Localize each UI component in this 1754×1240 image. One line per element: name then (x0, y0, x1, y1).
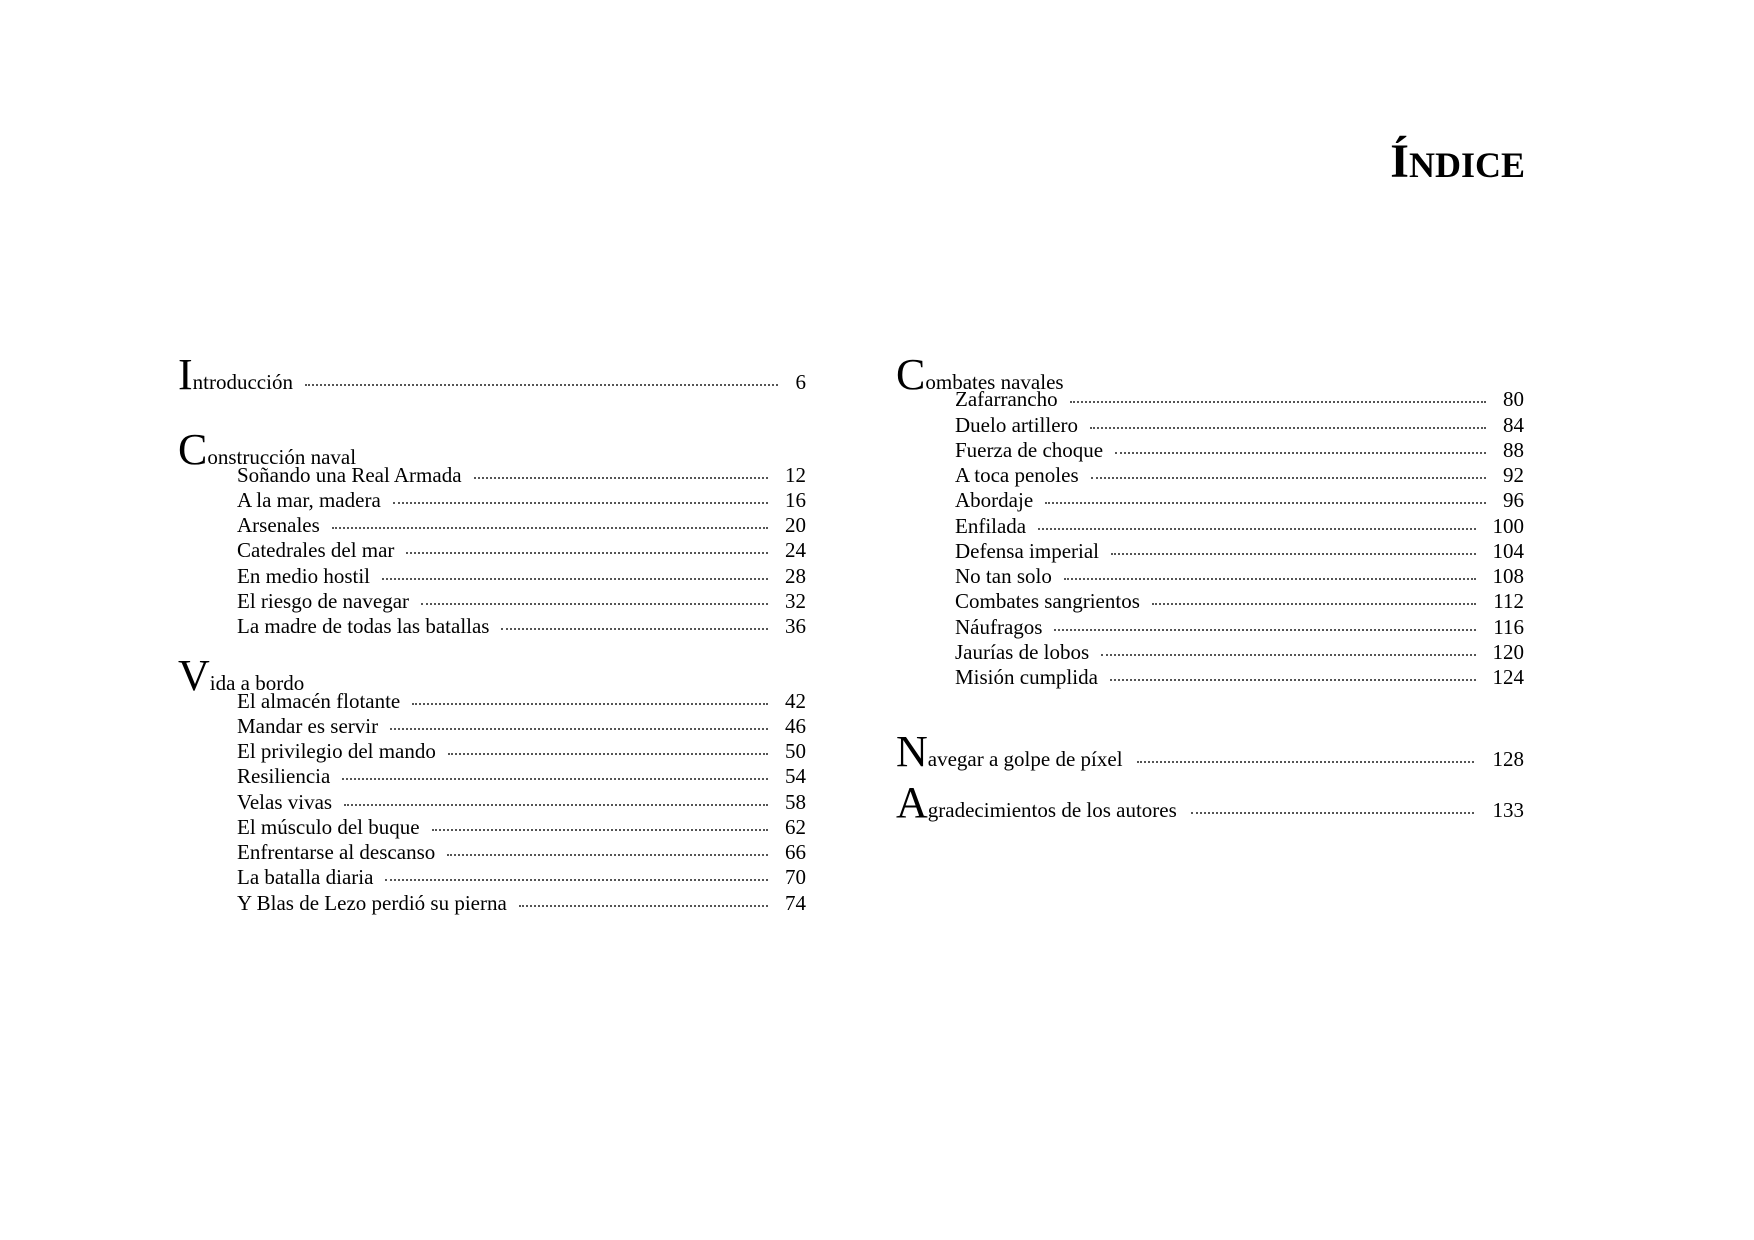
dot-leader (1152, 603, 1476, 605)
toc-entry[interactable] (237, 513, 806, 538)
entry-page-number: 124 (1492, 665, 1524, 689)
entry-label: Defensa imperial (955, 538, 1100, 563)
entry-label: A la mar, madera (237, 487, 381, 512)
dot-leader (432, 829, 768, 831)
entry-initial: I (178, 350, 193, 399)
entry-label: La batalla diaria (237, 865, 374, 890)
entry-label: Fuerza de choque (955, 437, 1104, 462)
entry-page-number: 120 (1492, 639, 1524, 664)
entry-label: Catedrales del mar (237, 538, 395, 563)
entry-page-number: 133 (1492, 797, 1524, 822)
entry-label: Abordaje (955, 488, 1034, 513)
dot-leader (1101, 654, 1476, 656)
entry-page-number: 112 (1493, 589, 1524, 614)
toc-entry[interactable] (955, 615, 1524, 640)
dot-leader (382, 578, 768, 580)
dot-leader (305, 384, 778, 386)
toc-entry[interactable] (955, 413, 1524, 438)
entry-page-number: 6 (795, 370, 806, 394)
dot-leader (421, 603, 768, 605)
dot-leader (448, 753, 768, 755)
dot-leader (342, 778, 768, 780)
dot-leader (390, 728, 768, 730)
entry-page-number: 66 (785, 840, 806, 864)
entry-label: Náufragos (955, 614, 1043, 639)
entry-label: A toca penoles (955, 463, 1079, 487)
dot-leader (406, 552, 768, 554)
toc-left-column (178, 350, 806, 916)
entry-label: No tan solo (955, 564, 1052, 588)
dot-leader (1110, 679, 1476, 681)
entry-page-number: 36 (785, 614, 806, 638)
toc-entry[interactable] (955, 539, 1524, 564)
dot-leader (1070, 401, 1486, 403)
dot-leader (1090, 427, 1486, 429)
dot-leader (1111, 553, 1476, 555)
toc-entry[interactable] (237, 589, 806, 614)
entry-page-number: 12 (785, 462, 806, 487)
entry-label: Jaurías de lobos (955, 639, 1090, 664)
section-initial: V (178, 651, 210, 701)
entry-page-number: 42 (785, 688, 806, 713)
toc-entry[interactable] (955, 387, 1524, 412)
entry-page-number: 32 (785, 588, 806, 613)
section-title: onstrucción naval (207, 445, 357, 470)
dot-leader (474, 477, 768, 479)
entry-page-number: 92 (1503, 463, 1524, 487)
entry-page-number: 16 (785, 487, 806, 512)
entry-label: Velas vivas (237, 789, 333, 814)
toc-right-column (896, 350, 1524, 827)
entry-page-number: 116 (1493, 614, 1524, 639)
entry-page-number: 74 (785, 890, 806, 915)
entry-page-number: 100 (1492, 513, 1524, 538)
entry-label: La madre de todas las batallas (237, 614, 490, 638)
toc-entry[interactable] (237, 538, 806, 563)
entry-label: Enfilada (955, 513, 1027, 538)
entry-label: Arsenales (237, 513, 320, 537)
entry-page-number: 128 (1492, 747, 1524, 772)
toc-entry[interactable] (237, 714, 806, 739)
section-initial: C (896, 350, 926, 399)
entry-page-number: 54 (785, 764, 806, 789)
entry-label: gradecimientos de los autores (927, 797, 1177, 822)
entry-label: El riesgo de navegar (237, 588, 410, 613)
entry-page-number: 28 (785, 563, 806, 588)
entry-page-number: 70 (785, 865, 806, 890)
entry-page-number: 62 (785, 814, 806, 839)
section-title: ombates navales (925, 370, 1064, 394)
dot-leader (1137, 761, 1474, 763)
dot-leader (385, 879, 768, 881)
entry-page-number: 108 (1492, 564, 1524, 588)
page-title-rest: NDICE (1408, 145, 1525, 185)
entry-page-number: 24 (785, 538, 806, 563)
entry-page-number: 84 (1503, 412, 1524, 437)
entry-page-number: 20 (785, 513, 806, 537)
entry-label: Resiliencia (237, 764, 331, 789)
entry-page-number: 46 (785, 713, 806, 738)
entry-label: Mandar es servir (237, 713, 379, 738)
toc-entry[interactable] (237, 891, 806, 916)
entry-page-number: 88 (1503, 437, 1524, 462)
entry-label: Zafarrancho (955, 387, 1058, 412)
toc-entry[interactable] (237, 463, 806, 488)
toc-entry[interactable] (237, 764, 806, 789)
dot-leader (412, 703, 768, 705)
toc-entry[interactable] (237, 739, 806, 764)
entry-label: El privilegio del mando (237, 739, 436, 763)
toc-entry-introduccion[interactable] (178, 350, 806, 399)
entry-page-number: 104 (1492, 538, 1524, 563)
entry-page-number: 96 (1503, 488, 1524, 513)
entry-label: Soñando una Real Armada (237, 462, 462, 487)
toc-entry[interactable] (237, 790, 806, 815)
entry-label: ntroducción (192, 370, 293, 394)
section-title: ida a bordo (209, 671, 305, 696)
dot-leader (1054, 629, 1476, 631)
entry-page-number: 80 (1503, 387, 1524, 412)
section-heading-combates (896, 350, 1524, 399)
entry-label: El músculo del buque (237, 814, 420, 839)
section-initial: C (178, 425, 208, 475)
dot-leader (393, 502, 768, 504)
entry-page-number: 58 (785, 789, 806, 814)
dot-leader (501, 628, 768, 630)
toc-entry[interactable] (955, 665, 1524, 690)
toc-entry[interactable] (955, 438, 1524, 463)
toc-entry[interactable] (237, 689, 806, 714)
toc-entry[interactable] (955, 640, 1524, 665)
toc-entry[interactable] (955, 488, 1524, 513)
entry-label: avegar a golpe de píxel (927, 747, 1123, 772)
dot-leader (1191, 812, 1474, 814)
page-title (1390, 135, 1525, 188)
toc-entry-navegar[interactable] (896, 727, 1524, 777)
dot-leader (1045, 502, 1486, 504)
page-title-initial: Í (1390, 135, 1409, 188)
toc-entry[interactable] (237, 614, 806, 639)
dot-leader (1064, 578, 1476, 580)
entry-initial: A (896, 777, 928, 827)
toc-entry[interactable] (955, 564, 1524, 589)
entry-label: En medio hostil (237, 563, 370, 588)
dot-leader (519, 905, 768, 907)
entry-label: Misión cumplida (955, 665, 1098, 689)
toc-entry[interactable] (237, 488, 806, 513)
toc-entry[interactable] (237, 564, 806, 589)
entry-label: Combates sangrientos (955, 589, 1140, 614)
toc-entry[interactable] (955, 463, 1524, 488)
toc-entry[interactable] (237, 815, 806, 840)
entry-page-number: 50 (785, 739, 806, 763)
toc-entry[interactable] (955, 514, 1524, 539)
dot-leader (332, 527, 768, 529)
entry-label: Duelo artillero (955, 412, 1079, 437)
entry-label: Enfrentarse al descanso (237, 840, 436, 864)
entry-label: El almacén flotante (237, 688, 401, 713)
dot-leader (1038, 528, 1476, 530)
dot-leader (447, 854, 768, 856)
dot-leader (344, 804, 768, 806)
toc-entry[interactable] (237, 840, 806, 865)
dot-leader (1091, 477, 1486, 479)
toc-entry-agradecimientos[interactable] (896, 777, 1524, 827)
entry-label: Y Blas de Lezo perdió su pierna (237, 890, 507, 915)
entry-initial: N (896, 727, 928, 777)
dot-leader (1115, 452, 1486, 454)
toc-entry[interactable] (237, 865, 806, 890)
toc-entry[interactable] (955, 589, 1524, 614)
